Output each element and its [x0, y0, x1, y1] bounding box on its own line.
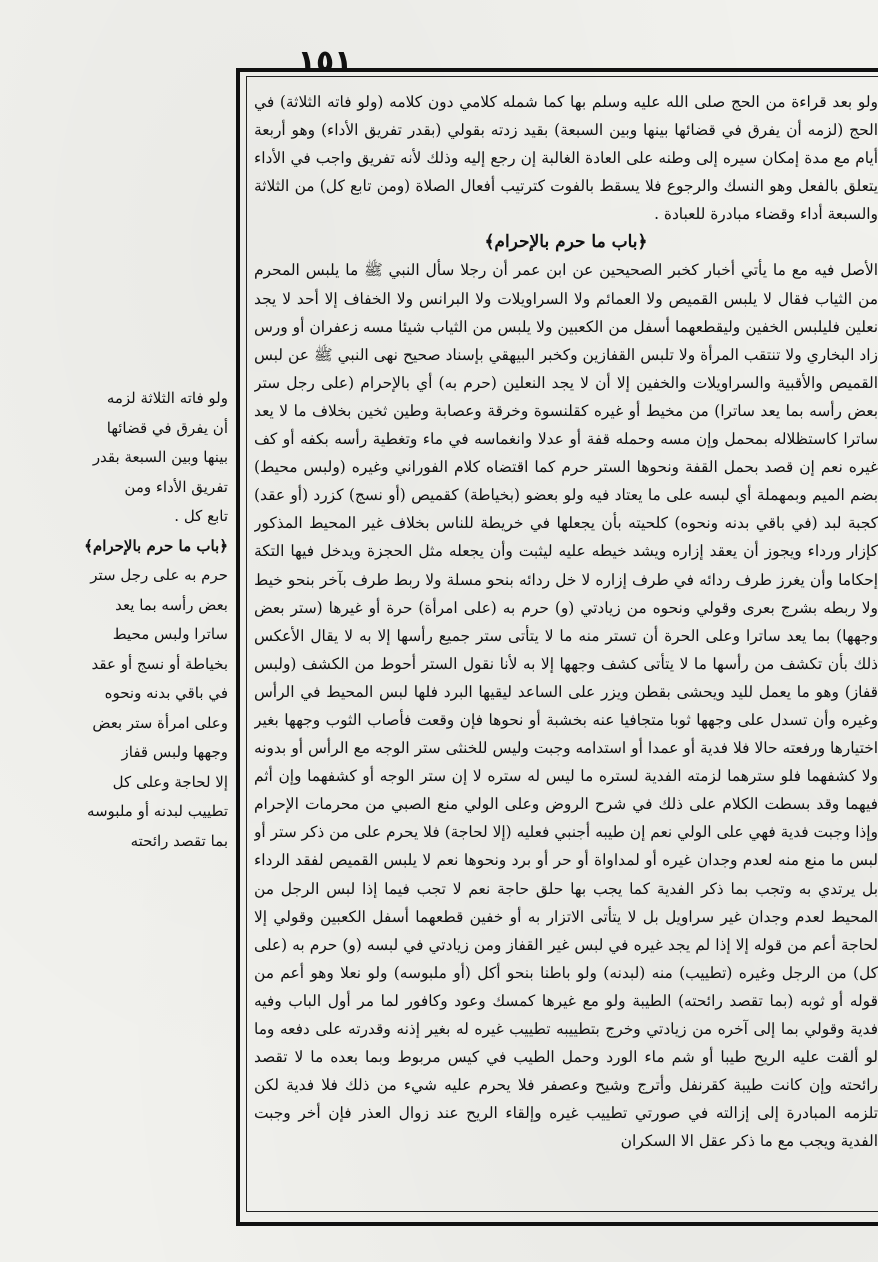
margin-note-line: بما تقصد رائحته	[130, 831, 228, 850]
margin-note-line: تطييب لبدنه أو ملبوسه	[86, 802, 228, 820]
margin-note-line: تابع كل .	[174, 507, 228, 525]
margin-note-line: وجهها ولبس قفاز	[121, 743, 228, 761]
margin-note-line: بعض رأسه بما يعد	[115, 595, 228, 614]
margin-note-line: بخياطة أو نسج أو عقد	[91, 654, 228, 673]
margin-note-line: أن يفرق في قضائها	[106, 418, 228, 437]
margin-note-line: ساترا ولبس محيط	[112, 625, 228, 643]
margin-note-line: ولو فاته الثلاثة لزمه	[106, 389, 228, 407]
margin-note-line: تفريق الأداء ومن	[124, 477, 228, 496]
margin-note-line: إلا لحاجة وعلى كل	[112, 772, 228, 791]
chapter-heading: ﴿باب ما حرم بالإحرام﴾	[484, 232, 648, 253]
margin-note-heading: ﴿باب ما حرم بالإحرام﴾	[84, 536, 228, 555]
margin-notes	[6, 384, 228, 856]
margin-note-line: حرم به على رجل ستر	[90, 566, 228, 584]
page-number: ١٥١	[297, 44, 353, 79]
paragraph-hajj-fasting: ولو بعد قراءة من الحج صلى الله عليه وسلم بها كما شمله كلامي دون كلامه (ولو فاته الثلاثة) في الحج (لزمه أن يفرق في قضائها بينها وبين السبعة) بقيد زدته بقولي (بقدر تفريق الأداء) وهو أربعة أيام مع مدة إمكان سيره إلى وطنه على العادة الغالبة إن رجع إليه وذلك لأنه تفريق واجب في الأداء يتعلق بالفعل وهو النسك والرجوع فلا يسقط بالفوت كترتيب أفعال الصلاة (ومن تابع كل) من الثلاثة والسبعة أداء وقضاء مبادرة للعبادة .	[254, 93, 878, 224]
main-text-block	[254, 88, 878, 1204]
margin-note-line: في باقي بدنه ونحوه	[104, 684, 228, 702]
paragraph-ihram-prohibitions: الأصل فيه مع ما يأتي أخبار كخبر الصحيحين عن ابن عمر أن رجلا سأل النبي ﷺ ما يلبس المحرم من الثياب فقال لا يلبس القميص ولا العمائم ولا السراويلات ولا البرانس ولا الخفاف إلا أحد لا يجد نعلين فليلبس الخفين وليقطعهما أسفل من الكعبين ولا يلبس من الثياب شيئا مسه زعفران أو ورس زاد البخاري ولا تنتقب المرأة ولا تلبس القفازين وكخبر البيهقي بإسناد صحيح نهى النبي ﷺ عن لبس القميص والأقبية والسراويلات والخفين إلا أن لا يجد النعلين (حرم به) أي بالإحرام (على رجل ستر بعض رأسه بما يعد ساترا) من مخيط أو غيره كقلنسوة وخرقة وعصابة وطين ثخين بخلاف ما لا يعد ساترا كاستظلاله بمحمل وإن مسه وحمله قفة أو عدلا وانغماسه في ماء وتغطية رأسه بكفه أو كف غيره نعم إن قصد بحمل القفة ونحوها الستر حرم كما اقتضاه كلام الفوراني وغيره (ولبس محيط) بضم الميم وبمهملة أي لبسه على ما يعتاد فيه ولو بعضو (بخياطة) كقميص (أو نسج) كزرد (أو عقد) كجبة لبد (في باقي بدنه ونحوه) كلحيته بأن يجعلها في خريطة للناس بخلاف غير المحيط المذكور كإزار ورداء ويجوز أن يعقد إزاره ويشد خيطه عليه ليثبت وأن يجعله مثل الحجزة ويدخل فيها التكة إحكاما وأن يغرز طرف ردائه في طرف إزاره لا خل ردائه بنحو مسلة ولا ربط طرف بآخر بنحو خيط ولا ربطه بشرج بعرى وقولي ونحوه من زيادتي (و) حرم به (على امرأة) حرة أو غيرها (ستر بعض وجهها) بما يعد ساترا وعلى الحرة أن تستر منه ما لا يتأتى ستر جميع رأسها إلا به لا يقال الأعكس ذلك بأن تكشف من رأسها ما لا يتأتى كشف وجهها إلا به لأنا نقول الستر أحوط من الكشف (ولبس قفاز) وهو ما يعمل لليد ويحشى بقطن ويزر على الساعد ليقيها البرد فلها لبس المحيط في الرأس وغيره وأن تسدل على وجهها ثوبا متجافيا عنه بخشبة أو نحوها فإن وقعت فأصاب الثوب وجهها بغير اختيارها ورفعته حالا فلا فدية أو عمدا أو استدامه وجبت وليس للخنثى ستر الوجه مع الرأس أو بدونه ولا كشفهما فلو سترهما لزمته الفدية لستره ما ليس له ستره لا إن ستر الوجه أو كشفهما وإن أثم فيهما وقد بسطت الكلام على ذلك في شرح الروض وعلى الولي منع الصبي من محرمات الإحرام وإذا وجبت فدية فهي على الولي نعم إن طيبه أجنبي فعليه (إلا لحاجة) فلا يحرم على من ذكر ستر أو لبس ما منع منه لعدم وجدان غيره أو لمداواة أو حر أو برد ونحوها نعم لا يلبس القميص لفقد الرداء بل يرتدي به وتجب بما ذكر الفدية كما يجب بها حلق حاجة نعم لا تجب فيما إذا لبس الرجل من المحيط لعدم وجدان غير سراويل بل لا يتأتى الاتزار به أو خفين قطعهما أسفل الكعبين وقولي إلا لحاجة أعم من قوله إلا إذا لم يجد غيره في لبس غير القفاز ومن زيادتي في لبسه (و) حرم به (على كل) من الرجل وغيره (تطييب) منه (لبدنه) ولو باطنا بنحو أكل (أو ملبوسه) ولو نعلا وهو أعم من قوله أو ثوبه (بما تقصد رائحته) الطيبة ولو مع غيرها كمسك وعود وكافور لما مر أول الباب وفيه فدية وقولي بما إلى آخره من زيادتي وخرج بتطييبه تطييب غيره له بغير إذنه وقدرته على دفعه وما لو ألقت عليه الريح طيبا أو شم ماء الورد وحمل الطيب في كيس مربوط وبما بعده ما لا تقصد رائحته وإن كانت طيبة كقرنفل وأترج وشيح وعصفر فلا يحرم عليه شيء من ذلك فلا فدية لكن تلزمه المبادرة إلى إزالته في صورتي تطييب غيره وإلقاء الريح عند زوال العذر فإن أخر وجبت الفدية ويجب مع ما ذكر عقل الا السكران	[254, 261, 878, 1151]
margin-note-line: وعلى امرأة ستر بعض	[92, 713, 228, 732]
margin-note-line: بينها وبين السبعة بقدر	[92, 448, 228, 466]
